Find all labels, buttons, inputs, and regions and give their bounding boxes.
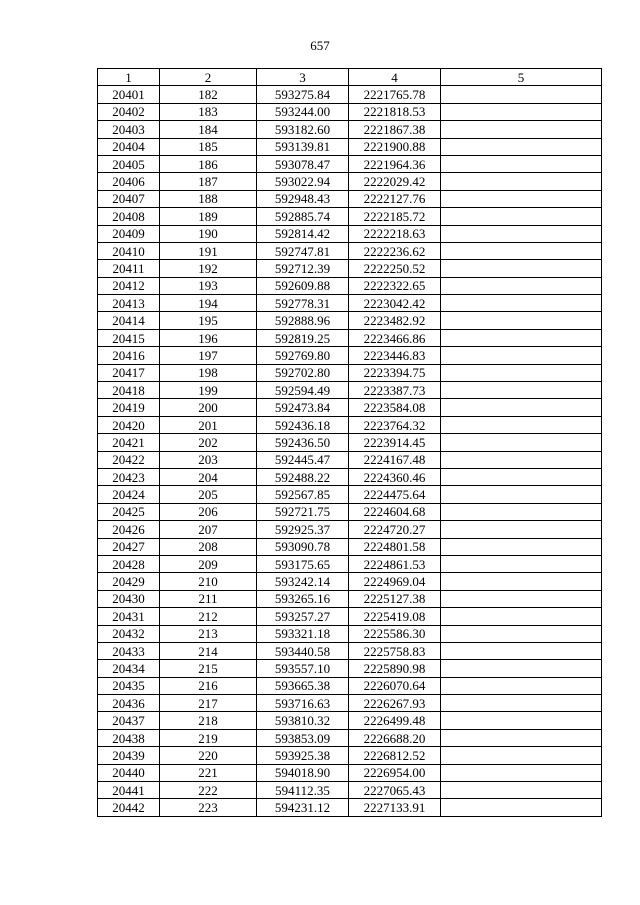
table-row <box>98 729 602 746</box>
table-cell: 593716.63 <box>257 695 349 712</box>
table-cell: 592888.96 <box>257 312 349 329</box>
table-cell <box>441 747 602 764</box>
table-cell <box>441 625 602 642</box>
table-cell <box>441 382 602 399</box>
table-cell: 20403 <box>98 121 160 138</box>
table-row <box>98 625 602 642</box>
table-cell: 195 <box>160 312 257 329</box>
table-cell: 20420 <box>98 416 160 433</box>
table-cell: 2224969.04 <box>349 573 441 590</box>
table-row <box>98 799 602 816</box>
table-cell: 592712.39 <box>257 260 349 277</box>
table-cell: 2223466.86 <box>349 329 441 346</box>
table-cell: 200 <box>160 399 257 416</box>
table-cell: 20442 <box>98 799 160 816</box>
table-cell: 20435 <box>98 677 160 694</box>
table-row <box>98 138 602 155</box>
table-cell <box>441 799 602 816</box>
table-cell <box>441 451 602 468</box>
table-row <box>98 747 602 764</box>
table-cell <box>441 190 602 207</box>
table-cell <box>441 486 602 503</box>
table-cell <box>441 86 602 103</box>
table-cell: 593265.16 <box>257 590 349 607</box>
table-cell: 217 <box>160 695 257 712</box>
table-cell: 213 <box>160 625 257 642</box>
table-cell: 593557.10 <box>257 660 349 677</box>
table-cell: 222 <box>160 782 257 799</box>
table-cell: 2225890.98 <box>349 660 441 677</box>
table-row <box>98 347 602 364</box>
table-cell <box>441 590 602 607</box>
coordinates-table <box>97 68 602 817</box>
table-cell: 592473.84 <box>257 399 349 416</box>
table-cell: 594112.35 <box>257 782 349 799</box>
table-row <box>98 660 602 677</box>
table-cell: 210 <box>160 573 257 590</box>
table-cell: 593440.58 <box>257 642 349 659</box>
table-cell: 20434 <box>98 660 160 677</box>
page-number: 657 <box>310 38 330 53</box>
table-cell: 593853.09 <box>257 729 349 746</box>
table-cell: 20415 <box>98 329 160 346</box>
table-cell: 2224360.46 <box>349 468 441 485</box>
table-cell: 20410 <box>98 242 160 259</box>
table-cell: 592594.49 <box>257 382 349 399</box>
table-cell: 20439 <box>98 747 160 764</box>
table-cell: 203 <box>160 451 257 468</box>
table-cell: 20427 <box>98 538 160 555</box>
table-cell: 2225586.30 <box>349 625 441 642</box>
table-cell: 592769.80 <box>257 347 349 364</box>
table-row <box>98 712 602 729</box>
table-cell <box>441 555 602 572</box>
table-cell: 2222322.65 <box>349 277 441 294</box>
table-cell <box>441 695 602 712</box>
table-cell: 2223482.92 <box>349 312 441 329</box>
table-cell: 2224604.68 <box>349 503 441 520</box>
table-cell: 20437 <box>98 712 160 729</box>
table-cell: 2227133.91 <box>349 799 441 816</box>
table-cell: 592609.88 <box>257 277 349 294</box>
table-cell: 2226688.20 <box>349 729 441 746</box>
table-cell: 2226267.93 <box>349 695 441 712</box>
table-row <box>98 451 602 468</box>
table-cell: 593275.84 <box>257 86 349 103</box>
table-cell: 593139.81 <box>257 138 349 155</box>
table-row <box>98 121 602 138</box>
table-row <box>98 416 602 433</box>
table-cell: 20414 <box>98 312 160 329</box>
table-row <box>98 225 602 242</box>
table-cell: 593244.00 <box>257 103 349 120</box>
table-row <box>98 677 602 694</box>
table-cell: 2221765.78 <box>349 86 441 103</box>
table-cell <box>441 312 602 329</box>
table-cell: 2225419.08 <box>349 608 441 625</box>
table-cell: 592747.81 <box>257 242 349 259</box>
table-cell: 20425 <box>98 503 160 520</box>
table-row <box>98 434 602 451</box>
table-cell: 2226070.64 <box>349 677 441 694</box>
table-cell: 2222218.63 <box>349 225 441 242</box>
table-cell: 214 <box>160 642 257 659</box>
table-cell: 189 <box>160 208 257 225</box>
table-cell <box>441 121 602 138</box>
table-row <box>98 503 602 520</box>
table-cell <box>441 242 602 259</box>
table-cell: 592885.74 <box>257 208 349 225</box>
table-row <box>98 468 602 485</box>
table-cell: 20417 <box>98 364 160 381</box>
table-cell: 199 <box>160 382 257 399</box>
table-cell <box>441 416 602 433</box>
column-header: 1 <box>98 69 160 86</box>
table-cell: 192 <box>160 260 257 277</box>
table-row <box>98 242 602 259</box>
table-row <box>98 329 602 346</box>
table-cell: 20413 <box>98 295 160 312</box>
table-cell: 20412 <box>98 277 160 294</box>
table-row <box>98 208 602 225</box>
table-cell: 2222185.72 <box>349 208 441 225</box>
table-cell: 2226954.00 <box>349 764 441 781</box>
table-cell <box>441 173 602 190</box>
table-cell: 2221900.88 <box>349 138 441 155</box>
table-cell: 218 <box>160 712 257 729</box>
table-cell: 20438 <box>98 729 160 746</box>
table-cell: 2225758.83 <box>349 642 441 659</box>
table-cell: 196 <box>160 329 257 346</box>
table-cell: 207 <box>160 521 257 538</box>
table-cell <box>441 138 602 155</box>
table-row <box>98 295 602 312</box>
table-cell: 201 <box>160 416 257 433</box>
table-cell <box>441 764 602 781</box>
table-cell: 2223387.73 <box>349 382 441 399</box>
column-header: 3 <box>257 69 349 86</box>
table-row <box>98 764 602 781</box>
table-cell: 183 <box>160 103 257 120</box>
table-cell: 20408 <box>98 208 160 225</box>
table-cell: 20440 <box>98 764 160 781</box>
table-cell: 20416 <box>98 347 160 364</box>
table-cell: 594231.12 <box>257 799 349 816</box>
table-cell: 2223764.32 <box>349 416 441 433</box>
table-row <box>98 155 602 172</box>
table-cell: 20421 <box>98 434 160 451</box>
table-row <box>98 608 602 625</box>
table-cell: 20405 <box>98 155 160 172</box>
table-cell: 592488.22 <box>257 468 349 485</box>
table-cell: 206 <box>160 503 257 520</box>
table-row <box>98 555 602 572</box>
table-cell <box>441 103 602 120</box>
table-cell: 20411 <box>98 260 160 277</box>
table-cell: 219 <box>160 729 257 746</box>
table-cell: 190 <box>160 225 257 242</box>
table-cell: 2223914.45 <box>349 434 441 451</box>
table-cell: 20418 <box>98 382 160 399</box>
table-row <box>98 364 602 381</box>
table-cell: 205 <box>160 486 257 503</box>
table-cell <box>441 434 602 451</box>
table-cell: 592814.42 <box>257 225 349 242</box>
table-cell <box>441 538 602 555</box>
table-cell <box>441 729 602 746</box>
table-cell: 216 <box>160 677 257 694</box>
table-cell: 20409 <box>98 225 160 242</box>
table-cell: 2226499.48 <box>349 712 441 729</box>
table-cell: 2223042.42 <box>349 295 441 312</box>
table-cell: 221 <box>160 764 257 781</box>
table-cell: 593810.32 <box>257 712 349 729</box>
table-row <box>98 399 602 416</box>
table-cell: 204 <box>160 468 257 485</box>
table-cell: 20433 <box>98 642 160 659</box>
table-cell <box>441 573 602 590</box>
table-cell: 197 <box>160 347 257 364</box>
table-cell: 2223446.83 <box>349 347 441 364</box>
table-cell: 2227065.43 <box>349 782 441 799</box>
table-cell: 215 <box>160 660 257 677</box>
table-cell: 20419 <box>98 399 160 416</box>
table-cell: 212 <box>160 608 257 625</box>
table-row <box>98 173 602 190</box>
table-row <box>98 590 602 607</box>
table-cell <box>441 329 602 346</box>
table-cell: 20436 <box>98 695 160 712</box>
table-cell <box>441 155 602 172</box>
table-cell: 594018.90 <box>257 764 349 781</box>
table-cell: 193 <box>160 277 257 294</box>
table-row <box>98 103 602 120</box>
table-row <box>98 521 602 538</box>
column-header: 5 <box>441 69 602 86</box>
table-cell: 20422 <box>98 451 160 468</box>
table-cell: 20406 <box>98 173 160 190</box>
table-cell: 592721.75 <box>257 503 349 520</box>
table-cell: 2224801.58 <box>349 538 441 555</box>
table-body <box>98 86 602 816</box>
table-cell <box>441 660 602 677</box>
table-cell: 20430 <box>98 590 160 607</box>
table-header-row <box>98 69 602 86</box>
table-cell: 2221867.38 <box>349 121 441 138</box>
table-cell: 2222236.62 <box>349 242 441 259</box>
table-cell: 209 <box>160 555 257 572</box>
table-cell: 20428 <box>98 555 160 572</box>
table-row <box>98 277 602 294</box>
table-cell <box>441 608 602 625</box>
table-cell: 2222250.52 <box>349 260 441 277</box>
table-cell: 20426 <box>98 521 160 538</box>
table-cell: 593078.47 <box>257 155 349 172</box>
table-cell <box>441 277 602 294</box>
table-cell: 593175.65 <box>257 555 349 572</box>
table-cell: 2224167.48 <box>349 451 441 468</box>
table-cell: 20404 <box>98 138 160 155</box>
table-cell: 592925.37 <box>257 521 349 538</box>
table-cell: 220 <box>160 747 257 764</box>
table-row <box>98 190 602 207</box>
table-cell: 593925.38 <box>257 747 349 764</box>
table-row <box>98 573 602 590</box>
table-cell: 20402 <box>98 103 160 120</box>
table-row <box>98 538 602 555</box>
table-cell <box>441 208 602 225</box>
table-cell: 592436.50 <box>257 434 349 451</box>
table-cell: 182 <box>160 86 257 103</box>
table-cell: 592702.80 <box>257 364 349 381</box>
table-cell: 2223394.75 <box>349 364 441 381</box>
table-cell: 593257.27 <box>257 608 349 625</box>
table-cell <box>441 712 602 729</box>
table-cell: 223 <box>160 799 257 816</box>
table-cell: 593022.94 <box>257 173 349 190</box>
table-cell: 2224861.53 <box>349 555 441 572</box>
table-cell: 20432 <box>98 625 160 642</box>
table-cell: 2221964.36 <box>349 155 441 172</box>
table-row <box>98 695 602 712</box>
table-cell <box>441 260 602 277</box>
table-cell: 208 <box>160 538 257 555</box>
table-cell: 20423 <box>98 468 160 485</box>
table-row <box>98 486 602 503</box>
table-cell: 194 <box>160 295 257 312</box>
table-cell: 592567.85 <box>257 486 349 503</box>
table-cell: 2221818.53 <box>349 103 441 120</box>
table-cell: 592445.47 <box>257 451 349 468</box>
table-cell: 592436.18 <box>257 416 349 433</box>
column-header: 2 <box>160 69 257 86</box>
table-row <box>98 642 602 659</box>
table-cell <box>441 503 602 520</box>
table-cell: 211 <box>160 590 257 607</box>
table-cell: 184 <box>160 121 257 138</box>
table-cell <box>441 295 602 312</box>
table-cell: 593090.78 <box>257 538 349 555</box>
table-cell: 187 <box>160 173 257 190</box>
table-cell: 2222127.76 <box>349 190 441 207</box>
table-cell: 198 <box>160 364 257 381</box>
table-cell <box>441 642 602 659</box>
table-cell: 2226812.52 <box>349 747 441 764</box>
table-cell <box>441 677 602 694</box>
table-row <box>98 260 602 277</box>
table-cell: 592819.25 <box>257 329 349 346</box>
table-cell <box>441 347 602 364</box>
table-cell: 593182.60 <box>257 121 349 138</box>
table-cell <box>441 399 602 416</box>
table-cell: 592778.31 <box>257 295 349 312</box>
table-cell: 592948.43 <box>257 190 349 207</box>
table-cell: 593321.18 <box>257 625 349 642</box>
column-header: 4 <box>349 69 441 86</box>
table-cell: 593665.38 <box>257 677 349 694</box>
table-cell <box>441 225 602 242</box>
table-cell: 2224720.27 <box>349 521 441 538</box>
table-cell: 188 <box>160 190 257 207</box>
table-cell: 20431 <box>98 608 160 625</box>
table-cell: 185 <box>160 138 257 155</box>
table-row <box>98 312 602 329</box>
table-row <box>98 382 602 399</box>
table-cell <box>441 364 602 381</box>
table-cell: 20441 <box>98 782 160 799</box>
table-cell: 2222029.42 <box>349 173 441 190</box>
table-row <box>98 782 602 799</box>
table-cell: 20429 <box>98 573 160 590</box>
table-cell: 20407 <box>98 190 160 207</box>
table-cell: 202 <box>160 434 257 451</box>
table-cell: 20424 <box>98 486 160 503</box>
table-cell: 191 <box>160 242 257 259</box>
table-cell <box>441 521 602 538</box>
table-cell: 2223584.08 <box>349 399 441 416</box>
table-cell <box>441 782 602 799</box>
table-cell: 593242.14 <box>257 573 349 590</box>
table-cell <box>441 468 602 485</box>
table-cell: 186 <box>160 155 257 172</box>
table-cell: 2225127.38 <box>349 590 441 607</box>
table-cell: 2224475.64 <box>349 486 441 503</box>
table-row <box>98 86 602 103</box>
table-cell: 20401 <box>98 86 160 103</box>
